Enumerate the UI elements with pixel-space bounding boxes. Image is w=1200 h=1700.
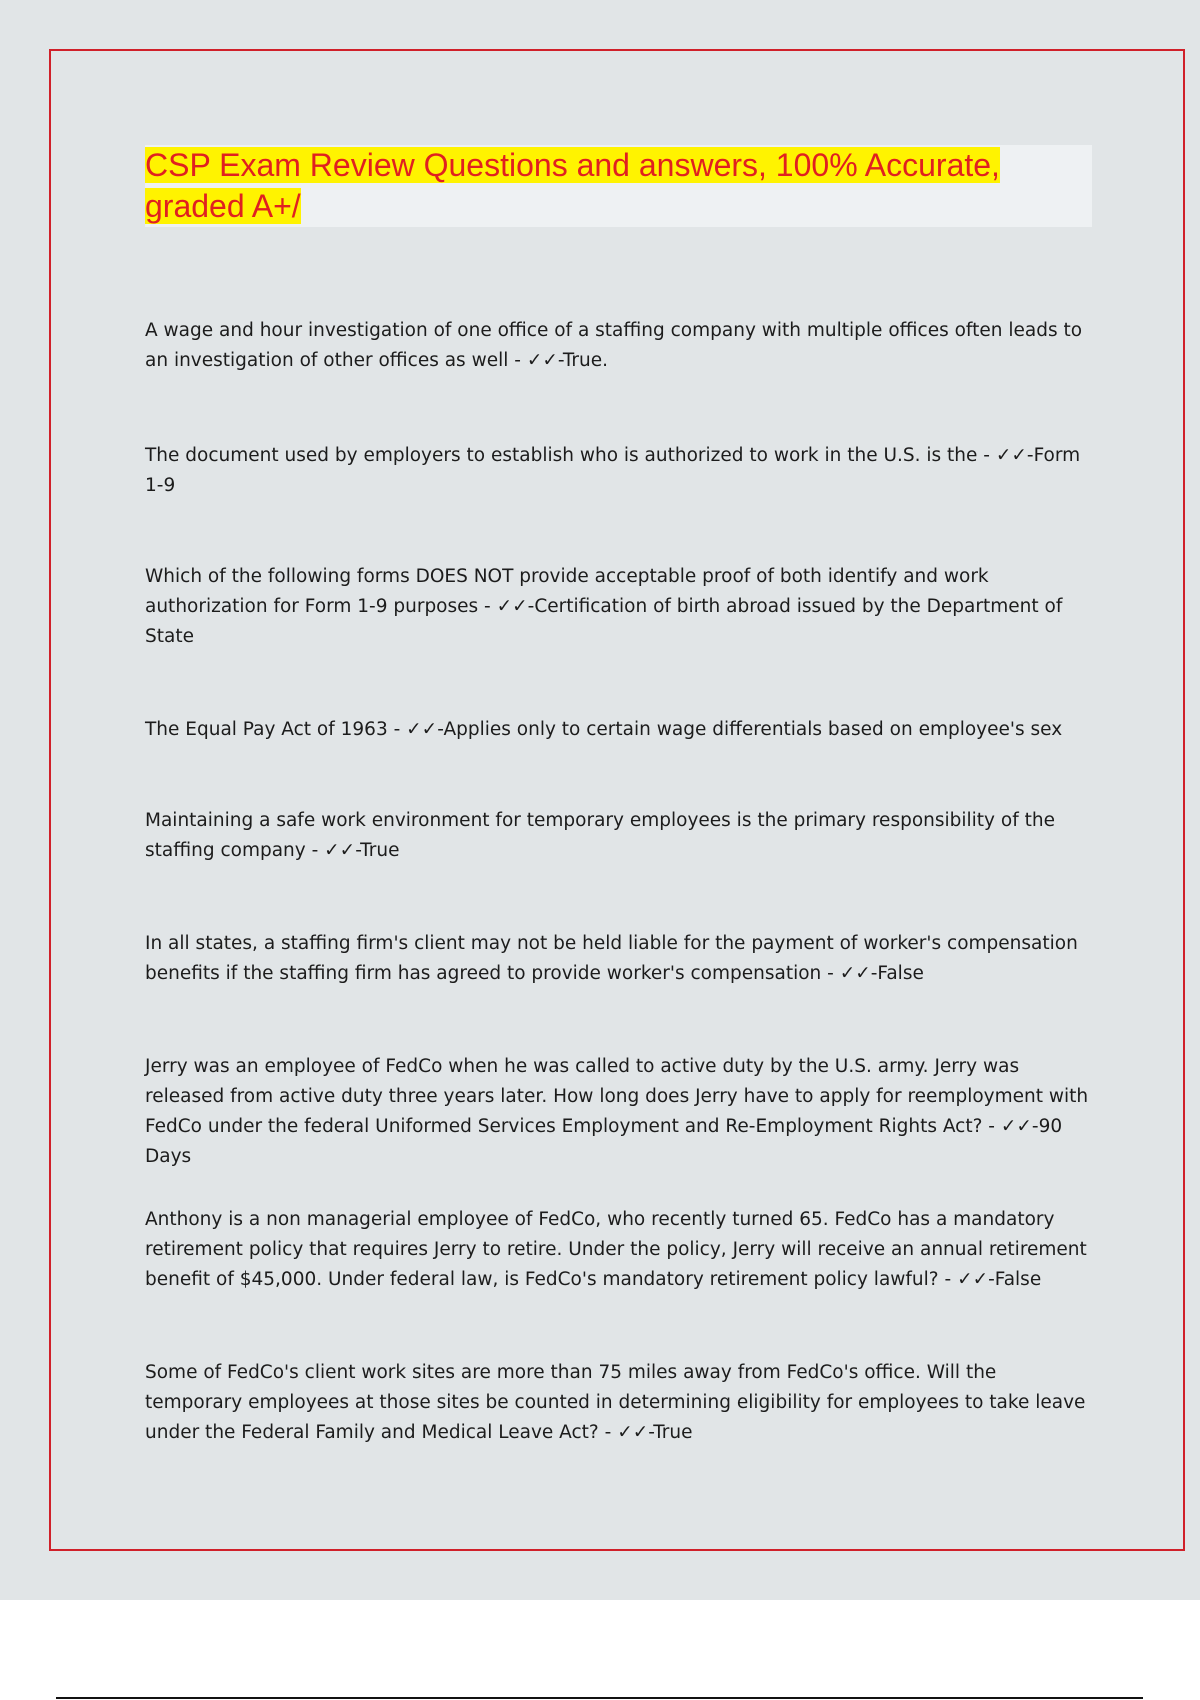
qa-question: The Equal Pay Act of 1963 — [145, 719, 388, 740]
double-check-icon: ✓✓ — [995, 445, 1027, 466]
double-check-icon: ✓✓ — [324, 840, 356, 861]
qa-answer: True — [653, 1422, 693, 1443]
qa-item-4: The Equal Pay Act of 1963 - ✓✓-Applies only to certain wage differentials based on employee's sex — [145, 719, 1063, 740]
double-check-icon: ✓✓ — [839, 963, 871, 984]
double-check-icon: ✓✓ — [957, 1269, 989, 1290]
double-check-icon: ✓✓ — [617, 1422, 649, 1443]
qa-question: A wage and hour investigation of one office of a staffing company with multiple offices often leads to an investigation of other offices as well — [145, 320, 1083, 371]
qa-answer: Certification of birth abroad issued by the Department of State — [145, 596, 1063, 647]
double-check-icon: ✓✓ — [526, 350, 558, 371]
page-border-frame — [49, 49, 1185, 1551]
qa-item-1: A wage and hour investigation of one office of a staffing company with multiple offices often leads to an investigation of other offices as well - ✓✓-True. — [145, 320, 1083, 371]
double-check-icon: ✓✓ — [406, 719, 438, 740]
qa-item-8: Anthony is a non managerial employee of FedCo, who recently turned 65. FedCo has a mandatory retirement policy that requires Jerry to retire. Under the policy, Jerry will receive an annual retirement benefit of $45,000. Under federal law, is FedCo's mandatory retirement policy lawful? - ✓✓-False — [145, 1209, 1087, 1290]
qa-item-3: Which of the following forms DOES NOT provide acceptable proof of both identify and work authorization for Form 1-9 purposes - ✓✓-Certification of birth abroad issued by the Department of State — [145, 566, 1063, 647]
qa-question: Jerry was an employee of FedCo when he was called to active duty by the U.S. army. Jerry was released from active duty three years later. How long does Jerry have to apply for reemployment with FedCo under the federal Uniformed Services Employment and Re-Employment Rights Act? — [145, 1056, 1089, 1137]
qa-answer: Applies only to certain wage differentials based on employee's sex — [443, 719, 1063, 740]
double-check-icon: ✓✓ — [1000, 1116, 1032, 1137]
qa-item-9: Some of FedCo's client work sites are more than 75 miles away from FedCo's office. Will the temporary employees at those sites be counted in determining eligibility for employees to take leave under the Federal Family and Medical Leave Act? - ✓✓-True — [145, 1362, 1086, 1443]
qa-question: In all states, a staffing firm's client may not be held liable for the payment of worker's compensation benefits if the staffing firm has agreed to provide worker's compensation — [145, 933, 1078, 984]
qa-answer: True. — [562, 350, 608, 371]
qa-answer: 90 Days — [145, 1116, 1063, 1167]
qa-item-7: Jerry was an employee of FedCo when he was called to active duty by the U.S. army. Jerry was released from active duty three years later. How long does Jerry have to apply for reemployment with FedCo under the federal Uniformed Services Employment and Re-Employment Rights Act? - ✓✓-90 Days — [145, 1056, 1089, 1167]
qa-question: Maintaining a safe work environment for temporary employees is the primary responsibility of the staffing company — [145, 810, 1055, 861]
footer-divider — [56, 1697, 1143, 1699]
qa-item-5: Maintaining a safe work environment for temporary employees is the primary responsibility of the staffing company - ✓✓-True — [145, 810, 1055, 861]
qa-question: Anthony is a non managerial employee of FedCo, who recently turned 65. FedCo has a mandatory retirement policy that requires Jerry to retire. Under the policy, Jerry will receive an annual retirement benefit of $45,000. Under federal law, is FedCo's mandatory retirement policy lawful? — [145, 1209, 1087, 1290]
qa-answer: False — [994, 1269, 1042, 1290]
document-title-text: CSP Exam Review Questions and answers, 100% Accurate, graded A+/ — [145, 147, 1000, 224]
qa-answer: True — [360, 840, 400, 861]
qa-answer: Form 1-9 — [145, 445, 1081, 496]
qa-question: Some of FedCo's client work sites are more than 75 miles away from FedCo's office. Will the temporary employees at those sites be counted in determining eligibility for employees to take leave under the Federal Family and Medical Leave Act? — [145, 1362, 1086, 1443]
document-title — [145, 145, 1025, 227]
qa-item-2: The document used by employers to establish who is authorized to work in the U.S. is the - ✓✓-Form 1-9 — [145, 445, 1081, 496]
qa-answer: False — [877, 963, 924, 984]
title-block — [145, 145, 1092, 227]
qa-question: Which of the following forms DOES NOT provide acceptable proof of both identify and work authorization for Form 1-9 purposes — [145, 566, 989, 617]
qa-item-6: In all states, a staffing firm's client may not be held liable for the payment of worker's compensation benefits if the staffing firm has agreed to provide worker's compensation - ✓✓-False — [145, 933, 1078, 984]
qa-question: The document used by employers to establish who is authorized to work in the U.S. is the — [145, 445, 978, 466]
double-check-icon: ✓✓ — [496, 596, 528, 617]
